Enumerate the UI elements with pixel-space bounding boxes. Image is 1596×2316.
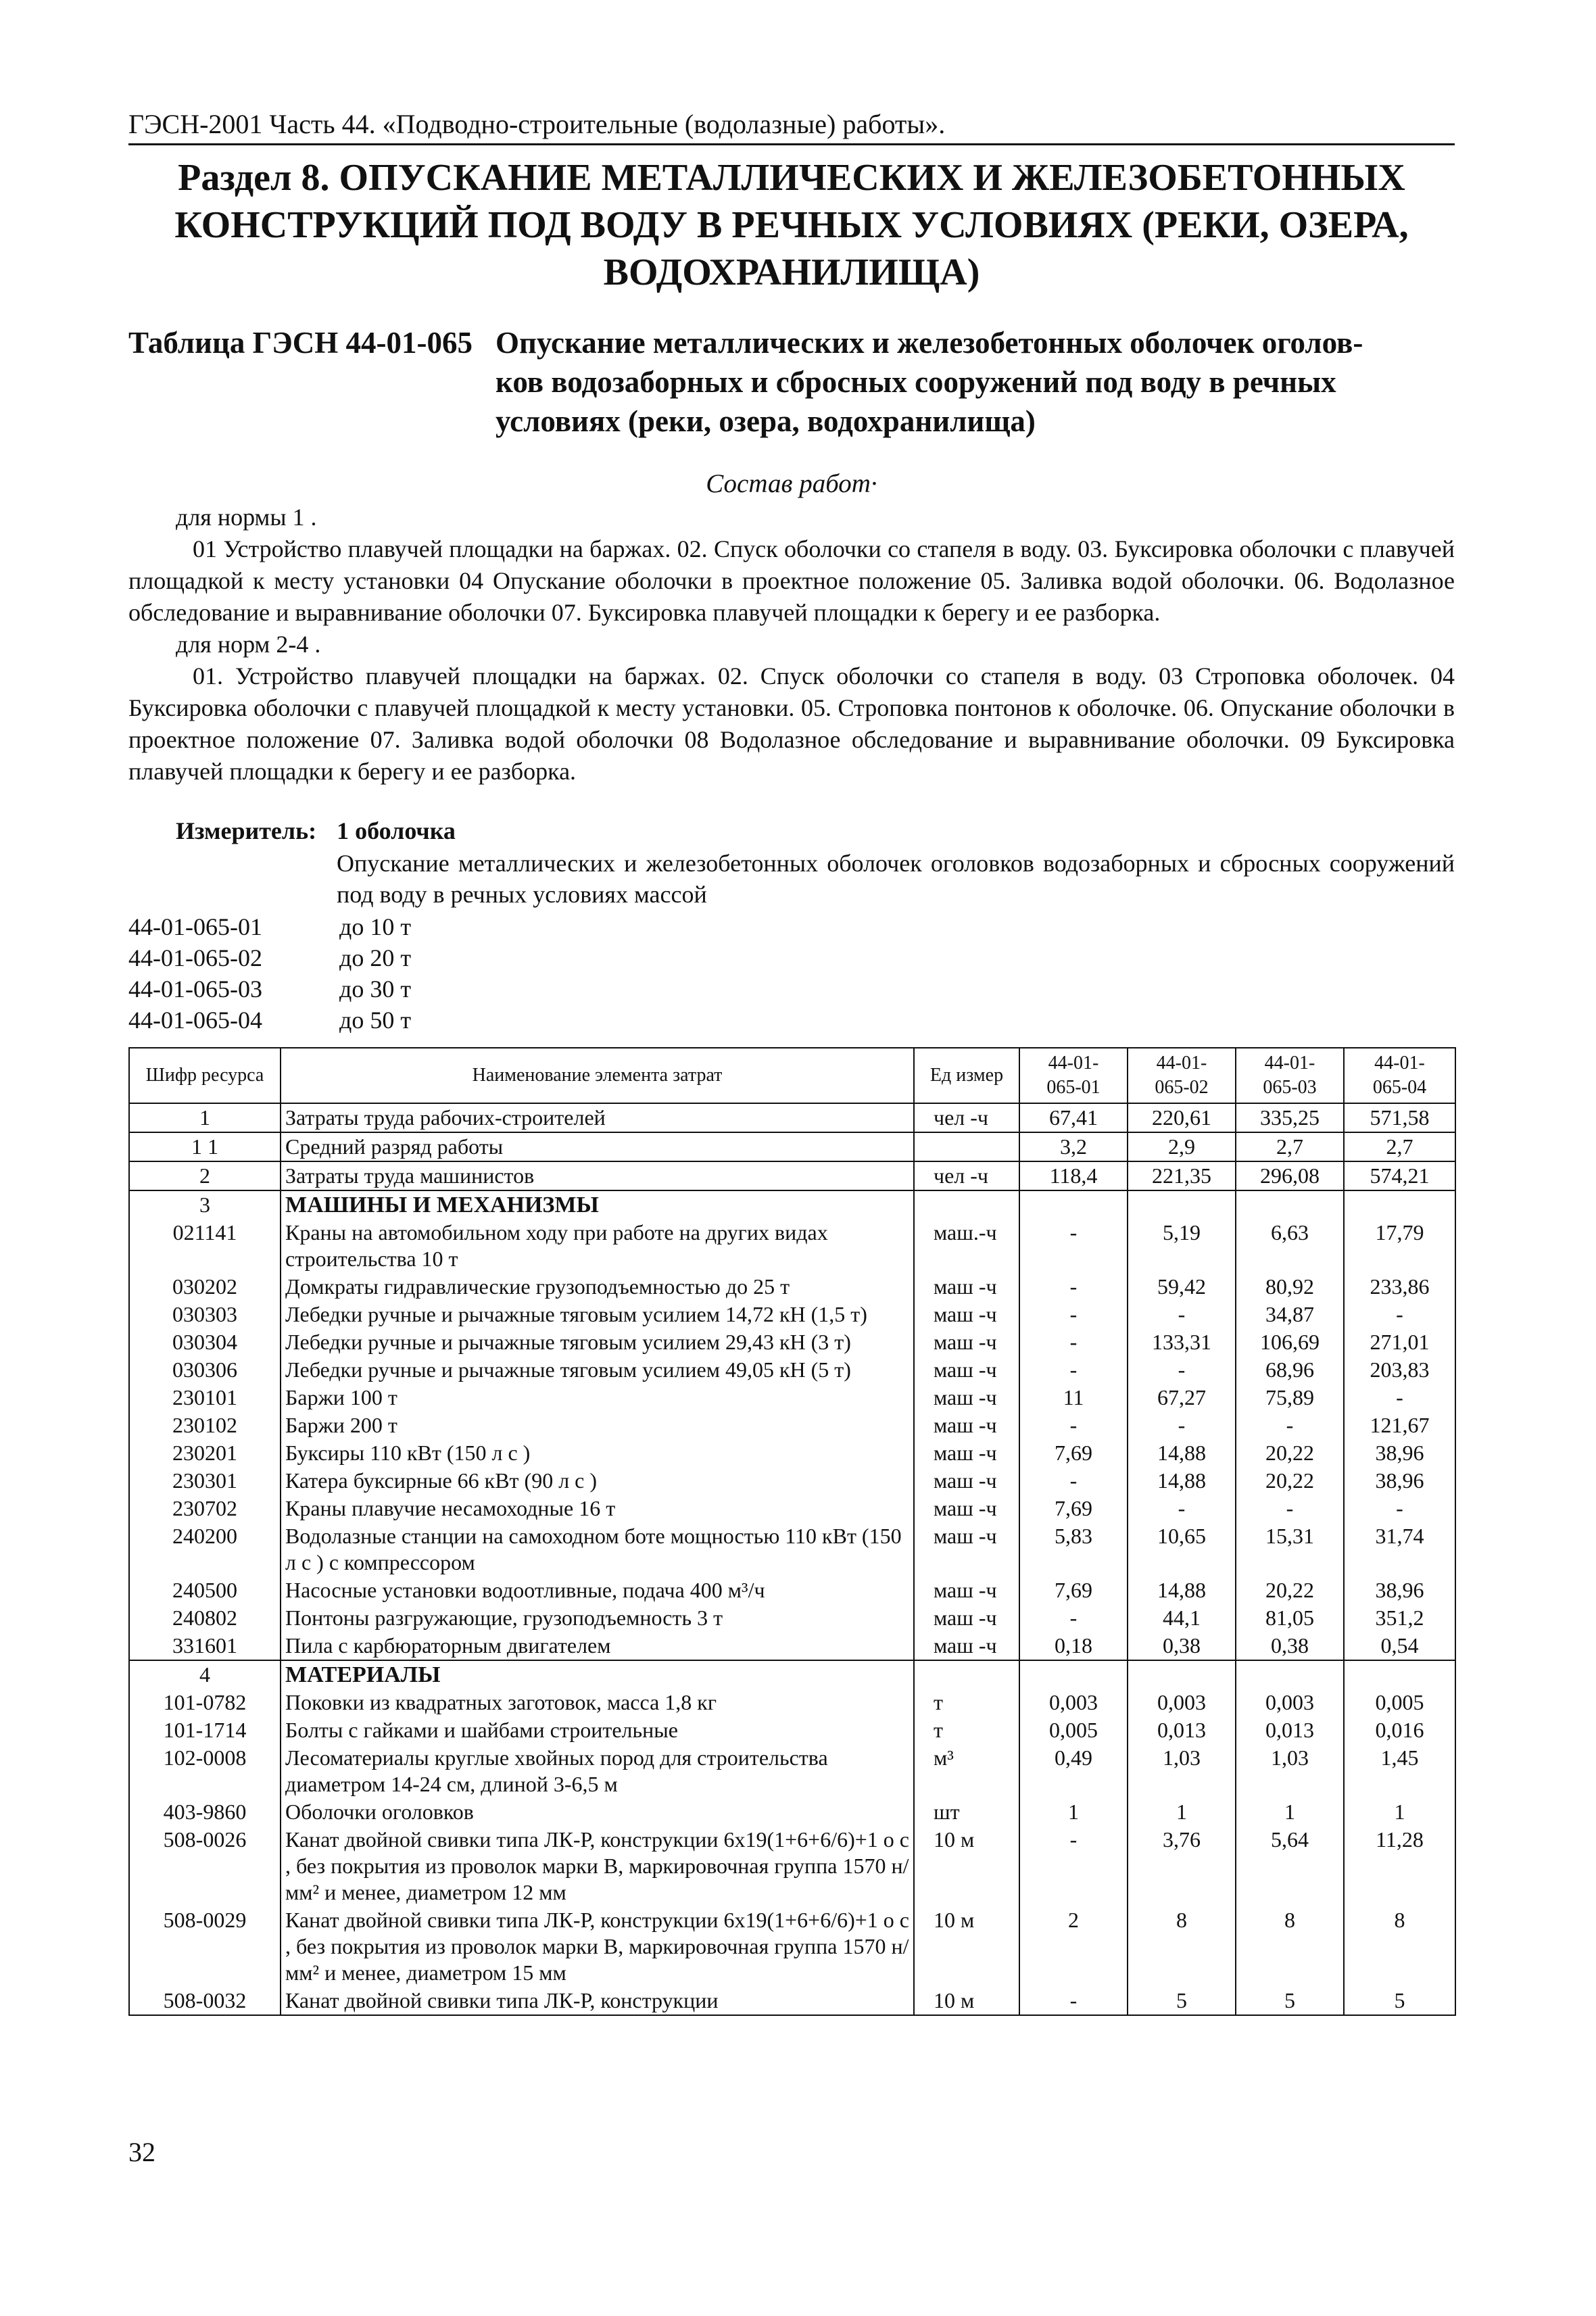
table-row	[129, 1328, 1455, 1356]
cell-value: 133,31	[1128, 1328, 1236, 1356]
cell-value: 296,08	[1236, 1161, 1344, 1190]
cell-code: 508-0032	[129, 1987, 281, 2015]
cell-value: 67,27	[1128, 1384, 1236, 1412]
cell-value: 5	[1236, 1987, 1344, 2015]
cell-unit: маш -ч	[914, 1467, 1019, 1495]
cell-value: 2,7	[1236, 1132, 1344, 1161]
cell-unit: 10 м	[914, 1906, 1019, 1987]
cell-value: 3,76	[1128, 1826, 1236, 1906]
table-row	[129, 1301, 1455, 1328]
cell-unit: маш -ч	[914, 1522, 1019, 1576]
works-group-text: 01. Устройство плавучей площадки на баржах. 02. Спуск оболочки со стапеля в воду. 03 Строповка оболочек. 04 Буксировка оболочки с плавучей площадкой к месту установки. 05. Строповка понтонов к оболочке. 06. Опускание оболочки в проектное положение 07. Заливка водой оболочки 08 Водолазное обследование и выравнивание оболочки. 09 Буксировка плавучей площадки к берегу и ее разборка.	[128, 662, 1455, 785]
table-row	[129, 1522, 1455, 1576]
table-row	[129, 1219, 1455, 1273]
cell-value: 80,92	[1236, 1273, 1344, 1301]
cell-value: 68,96	[1236, 1356, 1344, 1384]
cell-value: -	[1019, 1301, 1128, 1328]
cell-name: Болты с гайками и шайбами строительные	[281, 1716, 914, 1744]
cell-value: 5,83	[1019, 1522, 1128, 1576]
table-row	[129, 1798, 1455, 1826]
cell-unit: маш -ч	[914, 1273, 1019, 1301]
works-group-label: для нормы 1 .	[176, 504, 317, 531]
cell-code: 102-0008	[129, 1744, 281, 1798]
cell-unit: маш -ч	[914, 1356, 1019, 1384]
running-header: ГЭСН-2001 Часть 44. «Подводно-строительные (водолазные) работы».	[128, 109, 946, 139]
cell-value: -	[1236, 1495, 1344, 1522]
norm-code-row	[128, 942, 411, 973]
cell-unit: маш -ч	[914, 1328, 1019, 1356]
cell-value	[1236, 1190, 1344, 1219]
section-title-line: ВОДОХРАНИЛИЩА)	[603, 251, 980, 293]
cell-code: 240802	[129, 1604, 281, 1632]
page-number: 32	[128, 2137, 155, 2167]
table-row	[129, 1356, 1455, 1384]
norm-mass: до 20 т	[339, 944, 412, 971]
meter	[176, 817, 456, 845]
cell-name: Поковки из квадратных заготовок, масса 1,8 кг	[281, 1689, 914, 1716]
cell-name: Канат двойной свивки типа ЛК-Р, конструкции 6х19(1+6+6/6)+1 о с , без покрытия из проволок марки В, маркировочная группа 1570 н/мм² и менее, диаметром 15 мм	[281, 1906, 914, 1987]
cell-value: 5,19	[1128, 1219, 1236, 1273]
cell-name: Катера буксирные 66 кВт (90 л с )	[281, 1467, 914, 1495]
cell-value: -	[1128, 1495, 1236, 1522]
cell-name: Лесоматериалы круглые хвойных пород для строительства диаметром 14-24 см, длиной 3-6,5 м	[281, 1744, 914, 1798]
cell-value	[1019, 1660, 1128, 1689]
table-row	[129, 1384, 1455, 1412]
cell-code: 101-0782	[129, 1689, 281, 1716]
cell-code: 230301	[129, 1467, 281, 1495]
table-row	[129, 1495, 1455, 1522]
cell-value: 1,45	[1344, 1744, 1455, 1798]
cell-code: 030306	[129, 1356, 281, 1384]
section-title-line: Раздел 8. ОПУСКАНИЕ МЕТАЛЛИЧЕСКИХ И ЖЕЛЕЗОБЕТОННЫХ	[178, 157, 1405, 199]
cell-value: 203,83	[1344, 1356, 1455, 1384]
cell-value: 351,2	[1344, 1604, 1455, 1632]
cell-name: Лебедки ручные и рычажные тяговым усилием 29,43 кН (3 т)	[281, 1328, 914, 1356]
header-code: Шифр ресурса	[129, 1048, 281, 1103]
cell-value: -	[1344, 1301, 1455, 1328]
cell-value: 106,69	[1236, 1328, 1344, 1356]
meter-label: Измеритель:	[176, 817, 317, 844]
cell-unit: 10 м	[914, 1987, 1019, 2015]
norm-code-row	[128, 973, 411, 1005]
cell-value: 0,49	[1019, 1744, 1128, 1798]
cell-code: 1	[129, 1103, 281, 1132]
cell-value: 0,005	[1019, 1716, 1128, 1744]
table-title-line: условиях (реки, озера, водохранилища)	[495, 404, 1036, 438]
cell-code: 331601	[129, 1632, 281, 1660]
table-section-row	[129, 1660, 1455, 1689]
cell-value: 8	[1344, 1906, 1455, 1987]
cell-name: Пила с карбюраторным двигателем	[281, 1632, 914, 1660]
cell-value: 1	[1019, 1798, 1128, 1826]
meter-value: 1 оболочка	[337, 817, 456, 844]
cell-unit: маш -ч	[914, 1604, 1019, 1632]
table-title-label: Таблица ГЭСН 44-01-065	[128, 326, 473, 360]
cell-value: -	[1019, 1219, 1128, 1273]
cell-unit: т	[914, 1689, 1019, 1716]
norm-code: 44-01-065-01	[128, 913, 262, 940]
table-row	[129, 1467, 1455, 1495]
table-row	[129, 1132, 1455, 1161]
cell-name: Канат двойной свивки типа ЛК-Р, конструкции 6х19(1+6+6/6)+1 о с , без покрытия из проволок марки В, маркировочная группа 1570 н/мм² и менее, диаметром 12 мм	[281, 1826, 914, 1906]
cell-value: 220,61	[1128, 1103, 1236, 1132]
cell-code: 230201	[129, 1439, 281, 1467]
cell-value: 38,96	[1344, 1439, 1455, 1467]
cell-value: -	[1128, 1301, 1236, 1328]
cell-value: 11	[1019, 1384, 1128, 1412]
cell-value: -	[1019, 1356, 1128, 1384]
cell-value: 38,96	[1344, 1467, 1455, 1495]
table-row	[129, 1987, 1455, 2015]
cell-value: 38,96	[1344, 1576, 1455, 1604]
cell-value: 1	[1236, 1798, 1344, 1826]
cell-value: 0,003	[1128, 1689, 1236, 1716]
cell-value: -	[1019, 1987, 1128, 2015]
norm-mass: до 50 т	[339, 1007, 412, 1034]
cell-value	[1236, 1660, 1344, 1689]
cell-value: 7,69	[1019, 1439, 1128, 1467]
cell-code: 3	[129, 1190, 281, 1219]
cell-name: Лебедки ручные и рычажные тяговым усилием 49,05 кН (5 т)	[281, 1356, 914, 1384]
cell-value: 34,87	[1236, 1301, 1344, 1328]
cell-name: Затраты труда рабочих-строителей	[281, 1103, 914, 1132]
cell-name: Домкраты гидравлические грузоподъемностью до 25 т	[281, 1273, 914, 1301]
cell-value: -	[1019, 1467, 1128, 1495]
cell-unit	[914, 1190, 1019, 1219]
cell-unit: шт	[914, 1798, 1019, 1826]
cell-value: 75,89	[1236, 1384, 1344, 1412]
cell-name: Канат двойной свивки типа ЛК-Р, конструкции	[281, 1987, 914, 2015]
cell-value: 2,9	[1128, 1132, 1236, 1161]
norm-code-row	[128, 911, 411, 942]
cell-value: 15,31	[1236, 1522, 1344, 1576]
cell-unit: т	[914, 1716, 1019, 1744]
cell-value: 335,25	[1236, 1103, 1344, 1132]
header-norm: 44-01- 065-03	[1236, 1048, 1344, 1103]
cell-code: 240200	[129, 1522, 281, 1576]
cell-value: 67,41	[1019, 1103, 1128, 1132]
works-heading: Состав работ·	[706, 469, 877, 498]
cell-value: 20,22	[1236, 1467, 1344, 1495]
cell-code: 508-0029	[129, 1906, 281, 1987]
cell-value: -	[1019, 1273, 1128, 1301]
cell-name: Водолазные станции на самоходном боте мощностью 110 кВт (150 л с ) с компрессором	[281, 1522, 914, 1576]
cell-value: 1	[1128, 1798, 1236, 1826]
cell-value: 6,63	[1236, 1219, 1344, 1273]
cell-unit: маш -ч	[914, 1576, 1019, 1604]
table-row	[129, 1273, 1455, 1301]
norm-code: 44-01-065-04	[128, 1007, 262, 1034]
cell-value	[1344, 1190, 1455, 1219]
section-title-line: КОНСТРУКЦИЙ ПОД ВОДУ В РЕЧНЫХ УСЛОВИЯХ (РЕКИ, ОЗЕРА,	[174, 204, 1409, 246]
table-body	[129, 1103, 1455, 2015]
norm-mass: до 30 т	[339, 975, 412, 1003]
cell-value: 221,35	[1128, 1161, 1236, 1190]
cell-value: 571,58	[1344, 1103, 1455, 1132]
cell-unit: маш -ч	[914, 1495, 1019, 1522]
cell-value: 20,22	[1236, 1576, 1344, 1604]
cell-name: Краны плавучие несамоходные 16 т	[281, 1495, 914, 1522]
table-title-line: ков водозаборных и сбросных сооружений под воду в речных	[495, 365, 1336, 399]
cell-code: 101-1714	[129, 1716, 281, 1744]
cell-value: 574,21	[1344, 1161, 1455, 1190]
cell-value: 81,05	[1236, 1604, 1344, 1632]
table-row	[129, 1826, 1455, 1906]
cell-value: 0,38	[1128, 1632, 1236, 1660]
cell-name: Лебедки ручные и рычажные тяговым усилием 14,72 кН (1,5 т)	[281, 1301, 914, 1328]
cell-code: 230101	[129, 1384, 281, 1412]
cell-value	[1128, 1660, 1236, 1689]
cell-value: 5	[1128, 1987, 1236, 2015]
cell-value: 14,88	[1128, 1439, 1236, 1467]
cell-value: -	[1344, 1495, 1455, 1522]
cell-value: -	[1128, 1412, 1236, 1439]
cell-code: 1 1	[129, 1132, 281, 1161]
header-norm: 44-01- 065-02	[1128, 1048, 1236, 1103]
cell-value: 10,65	[1128, 1522, 1236, 1576]
cell-value: 14,88	[1128, 1576, 1236, 1604]
cell-value: 233,86	[1344, 1273, 1455, 1301]
cell-unit: чел -ч	[914, 1161, 1019, 1190]
norm-code: 44-01-065-02	[128, 944, 262, 971]
cell-unit: маш -ч	[914, 1384, 1019, 1412]
cell-code: 4	[129, 1660, 281, 1689]
cell-value: 44,1	[1128, 1604, 1236, 1632]
table-row	[129, 1744, 1455, 1798]
cell-value: 3,2	[1019, 1132, 1128, 1161]
table-row	[129, 1632, 1455, 1660]
cell-name: МАТЕРИАЛЫ	[281, 1660, 914, 1689]
cell-code: 230102	[129, 1412, 281, 1439]
cell-name: Средний разряд работы	[281, 1132, 914, 1161]
cell-value: -	[1019, 1826, 1128, 1906]
norm-description: Опускание металлических и железобетонных оболочек оголовков водозаборных и сбросных сооружений под воду в речных условиях массой	[337, 850, 1455, 908]
cell-value	[1019, 1190, 1128, 1219]
cell-name: Баржи 100 т	[281, 1384, 914, 1412]
cell-value: 271,01	[1344, 1328, 1455, 1356]
cell-value: 1	[1344, 1798, 1455, 1826]
cell-value: -	[1019, 1328, 1128, 1356]
cell-name: Насосные установки водоотливные, подача 400 м³/ч	[281, 1576, 914, 1604]
cell-unit: 10 м	[914, 1826, 1019, 1906]
cell-value: 31,74	[1344, 1522, 1455, 1576]
cell-value: 0,013	[1128, 1716, 1236, 1744]
norm-code: 44-01-065-03	[128, 975, 262, 1003]
cell-name: Краны на автомобильном ходу при работе на других видах строительства 10 т	[281, 1219, 914, 1273]
cell-value: 11,28	[1344, 1826, 1455, 1906]
table-row	[129, 1103, 1455, 1132]
cell-value: 121,67	[1344, 1412, 1455, 1439]
norm-codes-list	[128, 911, 411, 1036]
cell-unit: маш.-ч	[914, 1219, 1019, 1273]
works-group-text: 01 Устройство плавучей площадки на баржах. 02. Спуск оболочки со стапеля в воду. 03. Буксировка оболочки с плавучей площадкой к месту установки 04 Опускание оболочки в проектное положение 05. Заливка водой оболочки. 06. Водолазное обследование и выравнивание оболочки 07. Буксировка плавучей площадки к берегу и ее разборка.	[128, 535, 1455, 626]
cell-value: 0,005	[1344, 1689, 1455, 1716]
table-row	[129, 1439, 1455, 1467]
cell-value: 8	[1128, 1906, 1236, 1987]
cell-value: 20,22	[1236, 1439, 1344, 1467]
table-row	[129, 1576, 1455, 1604]
cell-code: 2	[129, 1161, 281, 1190]
cell-value: 0,38	[1236, 1632, 1344, 1660]
cell-name: Понтоны разгружающие, грузоподъемность 3 т	[281, 1604, 914, 1632]
table-header-row	[129, 1048, 1455, 1103]
cell-value: 0,003	[1236, 1689, 1344, 1716]
cell-name: Буксиры 110 кВт (150 л с )	[281, 1439, 914, 1467]
cell-unit: маш -ч	[914, 1412, 1019, 1439]
cell-value: 0,54	[1344, 1632, 1455, 1660]
cell-value: -	[1019, 1604, 1128, 1632]
works-composition	[128, 502, 1455, 788]
header-norm: 44-01- 065-01	[1019, 1048, 1128, 1103]
cell-value: 0,013	[1236, 1716, 1344, 1744]
cell-name: Оболочки оголовков	[281, 1798, 914, 1826]
header-norm: 44-01- 065-04	[1344, 1048, 1455, 1103]
cell-code: 240500	[129, 1576, 281, 1604]
table-title	[128, 323, 1455, 441]
table-row	[129, 1716, 1455, 1744]
cell-value: 17,79	[1344, 1219, 1455, 1273]
works-group-label: для норм 2-4 .	[176, 631, 321, 658]
cell-unit: м³	[914, 1744, 1019, 1798]
cell-value: 1,03	[1128, 1744, 1236, 1798]
cell-value: 118,4	[1019, 1161, 1128, 1190]
cell-name: МАШИНЫ И МЕХАНИЗМЫ	[281, 1190, 914, 1219]
cell-value: -	[1019, 1412, 1128, 1439]
cell-unit	[914, 1660, 1019, 1689]
cell-value: 0,016	[1344, 1716, 1455, 1744]
cell-unit: чел -ч	[914, 1103, 1019, 1132]
table-row	[129, 1412, 1455, 1439]
cell-value: 7,69	[1019, 1576, 1128, 1604]
cell-value: 14,88	[1128, 1467, 1236, 1495]
cell-value	[1344, 1660, 1455, 1689]
cell-value: 59,42	[1128, 1273, 1236, 1301]
cell-value: 7,69	[1019, 1495, 1128, 1522]
cell-value: 2	[1019, 1906, 1128, 1987]
cell-value: 0,003	[1019, 1689, 1128, 1716]
cell-code: 403-9860	[129, 1798, 281, 1826]
table-row	[129, 1689, 1455, 1716]
cell-unit: маш -ч	[914, 1439, 1019, 1467]
cell-value: 5	[1344, 1987, 1455, 2015]
header-unit: Ед измер	[914, 1048, 1019, 1103]
header-name: Наименование элемента затрат	[281, 1048, 914, 1103]
cell-code: 030202	[129, 1273, 281, 1301]
table-row	[129, 1161, 1455, 1190]
cell-value: -	[1236, 1412, 1344, 1439]
cell-code: 508-0026	[129, 1826, 281, 1906]
cell-name: Затраты труда машинистов	[281, 1161, 914, 1190]
cell-code: 021141	[129, 1219, 281, 1273]
cell-value	[1128, 1190, 1236, 1219]
section-title	[128, 154, 1455, 296]
cell-value: -	[1344, 1384, 1455, 1412]
cell-value: 8	[1236, 1906, 1344, 1987]
cell-unit: маш -ч	[914, 1301, 1019, 1328]
table-section-row	[129, 1190, 1455, 1219]
cell-value: 0,18	[1019, 1632, 1128, 1660]
cell-code: 030304	[129, 1328, 281, 1356]
cell-unit	[914, 1132, 1019, 1161]
cell-value: 2,7	[1344, 1132, 1455, 1161]
cell-code: 030303	[129, 1301, 281, 1328]
table-title-line: Опускание металлических и железобетонных оболочек оголов-	[495, 326, 1363, 360]
norm-mass: до 10 т	[339, 913, 412, 940]
cell-unit: маш -ч	[914, 1632, 1019, 1660]
table-row	[129, 1906, 1455, 1987]
norm-code-row	[128, 1005, 411, 1036]
table-row	[129, 1604, 1455, 1632]
header-rule	[128, 143, 1455, 145]
cell-code: 230702	[129, 1495, 281, 1522]
cell-value: -	[1128, 1356, 1236, 1384]
cell-value: 1,03	[1236, 1744, 1344, 1798]
resource-table	[128, 1047, 1456, 2016]
cell-value: 5,64	[1236, 1826, 1344, 1906]
cell-name: Баржи 200 т	[281, 1412, 914, 1439]
